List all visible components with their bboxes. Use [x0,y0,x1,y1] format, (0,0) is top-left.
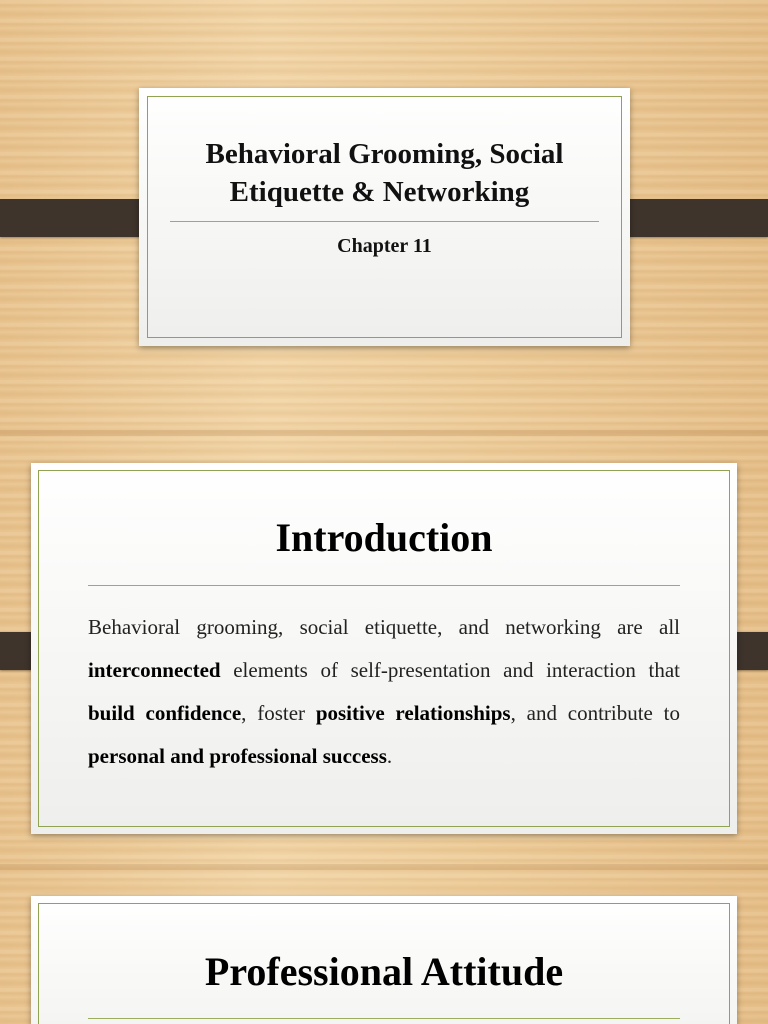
professional-attitude-slide-card [31,896,737,1024]
emphasized-text: interconnected [88,658,221,682]
title-slide-card [139,88,630,346]
emphasized-text: build confidence [88,701,242,725]
paragraph-text: , and contribute to [510,701,681,725]
paragraph-text: , foster [241,701,316,725]
paragraph-text: Behavioral grooming, social etiquette, and networking are all [88,615,680,639]
slide-title-line-2: Etiquette & Networking [229,176,530,208]
introduction-divider [88,585,680,586]
slide-separator [0,430,768,436]
title-divider [170,221,599,222]
paragraph-text: . [386,744,393,768]
slide-separator [0,864,768,870]
emphasized-text: personal and professional success [88,744,387,768]
introduction-title: Introduction [275,515,493,560]
paragraph-text: elements of self-presentation and interaction that [220,658,680,682]
binder-strap-right [613,199,768,237]
professional-attitude-divider [88,1018,680,1019]
emphasized-text: positive relationships [315,701,511,725]
professional-attitude-title: Professional Attitude [204,949,564,994]
slide-title-line-1: Behavioral Grooming, Social [205,138,564,170]
introduction-paragraph [88,606,680,778]
title-slide-frame [147,96,622,338]
chapter-subtitle: Chapter 11 [337,235,432,257]
introduction-slide-card [31,463,737,834]
